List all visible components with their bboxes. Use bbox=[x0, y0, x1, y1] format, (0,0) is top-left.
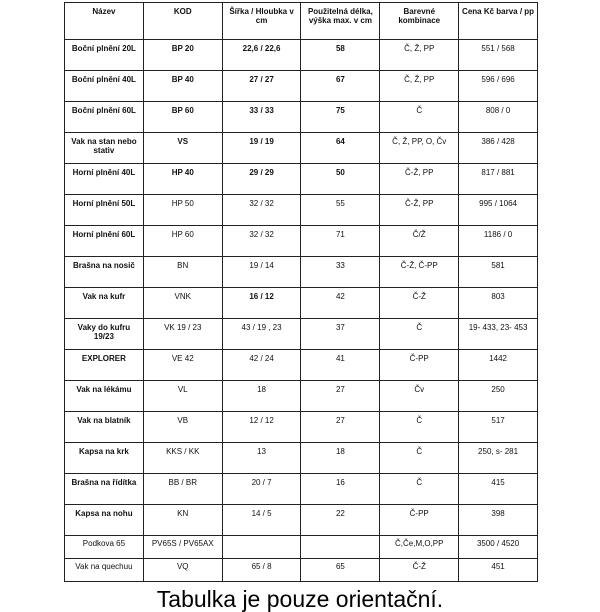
cell-length: 55 bbox=[301, 195, 380, 226]
cell-width-depth bbox=[222, 536, 301, 559]
cell-code: KKS / KK bbox=[143, 443, 222, 474]
cell-code: KN bbox=[143, 505, 222, 536]
cell-name: Horní plnění 50L bbox=[65, 195, 144, 226]
cell-price: 250, s- 281 bbox=[459, 443, 538, 474]
cell-price: 517 bbox=[459, 412, 538, 443]
cell-length: 64 bbox=[301, 133, 380, 164]
table-row bbox=[65, 319, 538, 350]
cell-width-depth: 65 / 8 bbox=[222, 559, 301, 582]
cell-width-depth: 33 / 33 bbox=[222, 102, 301, 133]
cell-width-depth: 27 / 27 bbox=[222, 71, 301, 102]
cell-colors: Č bbox=[380, 102, 459, 133]
cell-price: 596 / 696 bbox=[459, 71, 538, 102]
cell-price: 19- 433, 23- 453 bbox=[459, 319, 538, 350]
cell-name: Vak na quechuu bbox=[65, 559, 144, 582]
cell-name: Brašna na řídítka bbox=[65, 474, 144, 505]
cell-colors: Č-Ž, PP bbox=[380, 195, 459, 226]
cell-price: 1186 / 0 bbox=[459, 226, 538, 257]
cell-length: 67 bbox=[301, 71, 380, 102]
cell-width-depth: 13 bbox=[222, 443, 301, 474]
cell-length: 65 bbox=[301, 559, 380, 582]
cell-price: 808 / 0 bbox=[459, 102, 538, 133]
cell-code: HP 40 bbox=[143, 164, 222, 195]
cell-length: 18 bbox=[301, 443, 380, 474]
cell-length: 27 bbox=[301, 412, 380, 443]
cell-code: VL bbox=[143, 381, 222, 412]
cell-price: 250 bbox=[459, 381, 538, 412]
cell-code: VNK bbox=[143, 288, 222, 319]
cell-length: 75 bbox=[301, 102, 380, 133]
cell-width-depth: 22,6 / 22,6 bbox=[222, 40, 301, 71]
table-row bbox=[65, 505, 538, 536]
table-row bbox=[65, 474, 538, 505]
cell-colors: Č-Ž bbox=[380, 559, 459, 582]
cell-width-depth: 19 / 19 bbox=[222, 133, 301, 164]
header-width-depth: Šířka / Hloubka v cm bbox=[222, 3, 301, 40]
cell-length: 33 bbox=[301, 257, 380, 288]
cell-width-depth: 32 / 32 bbox=[222, 226, 301, 257]
table-row bbox=[65, 40, 538, 71]
cell-price: 1442 bbox=[459, 350, 538, 381]
cell-width-depth: 42 / 24 bbox=[222, 350, 301, 381]
cell-width-depth: 14 / 5 bbox=[222, 505, 301, 536]
table-row bbox=[65, 412, 538, 443]
cell-length: 16 bbox=[301, 474, 380, 505]
cell-name: EXPLORER bbox=[65, 350, 144, 381]
header-price: Cena Kč barva / pp bbox=[459, 3, 538, 40]
cell-width-depth: 20 / 7 bbox=[222, 474, 301, 505]
cell-name: Brašna na nosič bbox=[65, 257, 144, 288]
product-table bbox=[64, 2, 538, 582]
cell-width-depth: 19 / 14 bbox=[222, 257, 301, 288]
cell-colors: Č bbox=[380, 443, 459, 474]
cell-colors: Č-PP bbox=[380, 350, 459, 381]
cell-price: 581 bbox=[459, 257, 538, 288]
cell-colors: Č, Ž, PP bbox=[380, 71, 459, 102]
cell-colors: Č bbox=[380, 319, 459, 350]
header-length: Použitelná délka, výška max. v cm bbox=[301, 3, 380, 40]
cell-price: 817 / 881 bbox=[459, 164, 538, 195]
header-code: KOD bbox=[143, 3, 222, 40]
cell-colors: Č bbox=[380, 412, 459, 443]
cell-colors: Č-Ž bbox=[380, 288, 459, 319]
cell-name: Horní plnění 60L bbox=[65, 226, 144, 257]
cell-length: 22 bbox=[301, 505, 380, 536]
cell-colors: Č-Ž, Č-PP bbox=[380, 257, 459, 288]
cell-length: 42 bbox=[301, 288, 380, 319]
table-row bbox=[65, 164, 538, 195]
cell-length: 58 bbox=[301, 40, 380, 71]
cell-code: VK 19 / 23 bbox=[143, 319, 222, 350]
cell-name: Boční plnění 40L bbox=[65, 71, 144, 102]
table-row bbox=[65, 102, 538, 133]
cell-name: Podkova 65 bbox=[65, 536, 144, 559]
cell-colors: Č bbox=[380, 474, 459, 505]
cell-width-depth: 12 / 12 bbox=[222, 412, 301, 443]
table-row bbox=[65, 71, 538, 102]
cell-price: 3500 / 4520 bbox=[459, 536, 538, 559]
cell-price: 398 bbox=[459, 505, 538, 536]
table-row bbox=[65, 288, 538, 319]
cell-code: BP 40 bbox=[143, 71, 222, 102]
table-row bbox=[65, 381, 538, 412]
cell-price: 415 bbox=[459, 474, 538, 505]
cell-length: 41 bbox=[301, 350, 380, 381]
cell-name: Vak na kufr bbox=[65, 288, 144, 319]
cell-colors: Č-PP bbox=[380, 505, 459, 536]
cell-length: 37 bbox=[301, 319, 380, 350]
cell-code: BB / BR bbox=[143, 474, 222, 505]
cell-length: 50 bbox=[301, 164, 380, 195]
table-row bbox=[65, 195, 538, 226]
cell-code: BP 60 bbox=[143, 102, 222, 133]
cell-name: Vak na blatník bbox=[65, 412, 144, 443]
cell-length: 27 bbox=[301, 381, 380, 412]
cell-name: Vak na lékámu bbox=[65, 381, 144, 412]
cell-price: 386 / 428 bbox=[459, 133, 538, 164]
cell-code: HP 50 bbox=[143, 195, 222, 226]
cell-colors: Č, Ž, PP, O, Čv bbox=[380, 133, 459, 164]
table-row bbox=[65, 226, 538, 257]
cell-name: Vak na stan nebo stativ bbox=[65, 133, 144, 164]
header-name: Název bbox=[65, 3, 144, 40]
cell-code: VS bbox=[143, 133, 222, 164]
cell-name: Boční plnění 20L bbox=[65, 40, 144, 71]
cell-length: 71 bbox=[301, 226, 380, 257]
cell-price: 803 bbox=[459, 288, 538, 319]
cell-code: BP 20 bbox=[143, 40, 222, 71]
cell-name: Horní plnění 40L bbox=[65, 164, 144, 195]
cell-colors: Č,Če,M,O,PP bbox=[380, 536, 459, 559]
table-row bbox=[65, 257, 538, 288]
cell-colors: Č/Ž bbox=[380, 226, 459, 257]
cell-width-depth: 16 / 12 bbox=[222, 288, 301, 319]
cell-colors: Č-Ž, PP bbox=[380, 164, 459, 195]
cell-price: 995 / 1064 bbox=[459, 195, 538, 226]
cell-width-depth: 29 / 29 bbox=[222, 164, 301, 195]
disclaimer-caption: Tabulka je pouze orientační. bbox=[156, 586, 444, 612]
table-row bbox=[65, 443, 538, 474]
cell-length bbox=[301, 536, 380, 559]
table-row bbox=[65, 350, 538, 381]
cell-name: Vaky do kufru 19/23 bbox=[65, 319, 144, 350]
cell-name: Kapsa na krk bbox=[65, 443, 144, 474]
cell-price: 551 / 568 bbox=[459, 40, 538, 71]
table-row bbox=[65, 133, 538, 164]
table-row bbox=[65, 536, 538, 559]
cell-name: Boční plnění 60L bbox=[65, 102, 144, 133]
cell-code: PV65S / PV65AX bbox=[143, 536, 222, 559]
cell-name: Kapsa na nohu bbox=[65, 505, 144, 536]
table-row bbox=[65, 559, 538, 582]
cell-code: BN bbox=[143, 257, 222, 288]
cell-colors: Čv bbox=[380, 381, 459, 412]
header-row bbox=[65, 3, 538, 40]
cell-code: VE 42 bbox=[143, 350, 222, 381]
cell-price: 451 bbox=[459, 559, 538, 582]
cell-code: HP 60 bbox=[143, 226, 222, 257]
cell-code: VB bbox=[143, 412, 222, 443]
header-colors: Barevné kombinace bbox=[380, 3, 459, 40]
cell-colors: Č, Ž, PP bbox=[380, 40, 459, 71]
cell-width-depth: 18 bbox=[222, 381, 301, 412]
cell-width-depth: 43 / 19 , 23 bbox=[222, 319, 301, 350]
cell-width-depth: 32 / 32 bbox=[222, 195, 301, 226]
cell-code: VQ bbox=[143, 559, 222, 582]
